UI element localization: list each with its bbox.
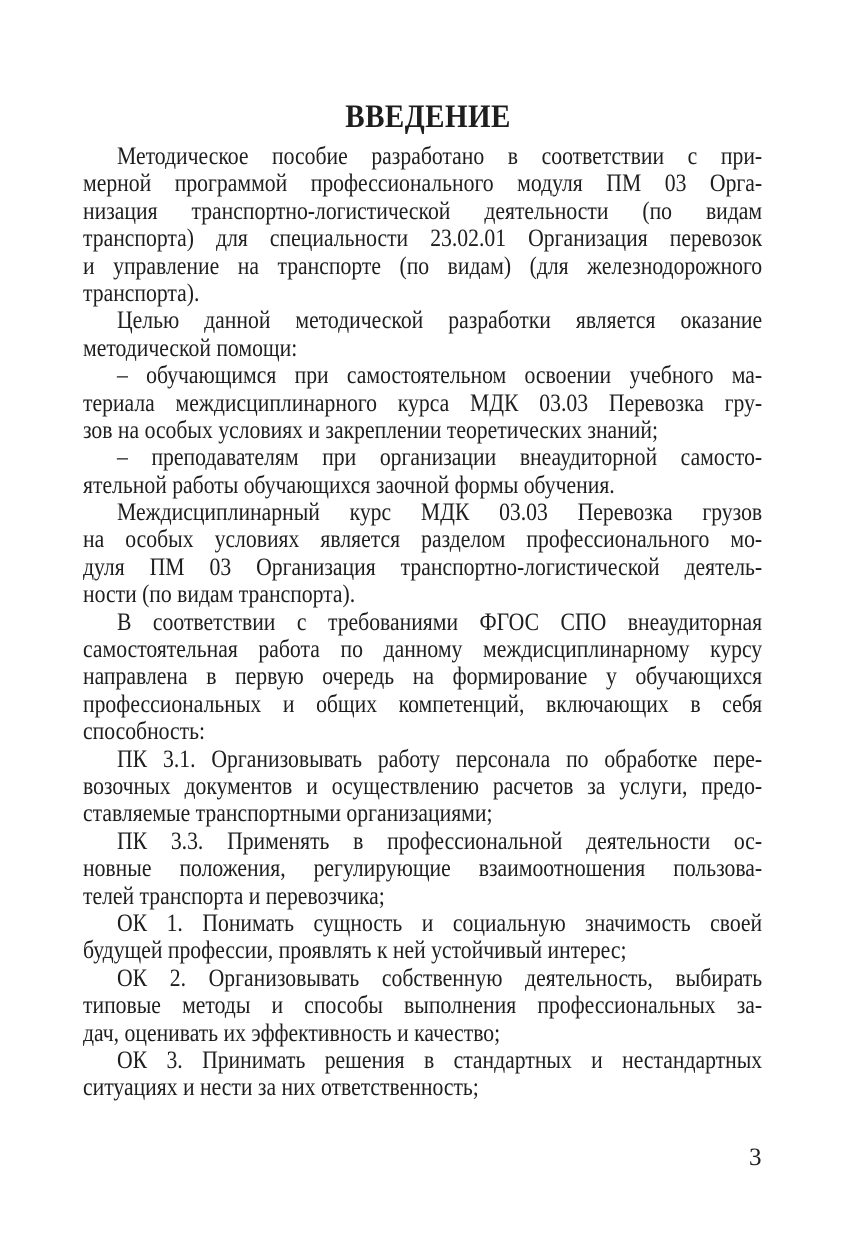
paragraph [83,361,762,443]
text-line: ОК 2. Организовывать собственную деятельность, выбирать [117,962,763,992]
text-line: – преподавателям при организации внеаудиторной самосто- [117,442,763,472]
text-line: ПК 3.3. Применять в профессиональной деятельности ос- [117,825,763,855]
text-line: самостоятельная работа по данному междисциплинарному курсу [83,634,763,664]
text-line: мерной программой профессионального модуля ПМ 03 Орга- [83,168,763,198]
paragraph [83,827,762,909]
text-line: Методическое пособие разработано в соответствии с при- [117,141,763,170]
text-line: Междисциплинарный курс МДК 03.03 Перевозка грузов [117,497,763,527]
paragraph [83,142,762,306]
paragraph [83,745,762,827]
paragraph [83,498,762,608]
text-line: ОК 3. Принимать решения в стандартных и нестандартных [117,1044,763,1074]
paragraph [83,1046,762,1101]
text-line: зов на особых условиях и закреплении теоретических знаний; [83,414,658,444]
page-title-text: ВВЕДЕНИЕ [345,99,512,135]
text-line: транспорта). [83,277,200,307]
text-line: ОК 1. Понимать сущность и социальную значимость своей [117,907,763,937]
page-number: 3 [749,1144,762,1171]
text-line: – обучающимся при самостоятельном освоении учебного ма- [117,360,763,390]
text-line: низация транспортно-логистической деятельности (по видам [83,195,763,225]
text-line: профессиональных и общих компетенций, включающих в себя [83,688,763,718]
text-line: ситуациях и нести за них ответственность; [83,1072,479,1102]
text-line: возочных документов и осуществлению расчетов за услуги, предо- [83,770,763,800]
text-line: типовые методы и способы выполнения профессиональных за- [83,990,763,1020]
page-title [0,98,857,136]
text-line: дач, оценивать их эффективность и качество; [83,1017,501,1047]
text-line: будущей профессии, проявлять к ней устойчивый интерес; [83,935,627,965]
text-line: териала междисциплинарного курса МДК 03.03 Перевозка гру- [83,387,763,417]
text-line: ставляемые транспортными организациями; [83,798,493,828]
text-line: и управление на транспорте (по видам) (для железнодорожного [83,250,763,280]
paragraph [83,443,762,498]
document-body [83,142,762,1101]
text-line: направлена в первую очередь на формирование у обучающихся [83,661,763,691]
text-line: В соответствии с требованиями ФГОС СПО внеаудиторная [117,606,763,636]
paragraph [83,306,762,361]
text-line: ятельной работы обучающихся заочной формы обучения. [83,469,615,499]
text-line: способность: [83,716,206,746]
paragraph [83,608,762,745]
text-line: ПК 3.1. Организовывать работу персонала по обработке пере- [117,743,763,773]
text-line: на особых условиях является разделом профессионального мо- [83,524,763,554]
paragraph [83,964,762,1046]
text-line: методической помощи: [83,332,298,362]
text-line: Целью данной методической разработки является оказание [117,305,763,335]
text-line: дуля ПМ 03 Организация транспортно-логистической деятель- [83,551,763,581]
text-line: транспорта) для специальности 23.02.01 Организация перевозок [83,223,763,253]
text-line: новные положения, регулирующие взаимоотношения пользова- [83,853,763,883]
text-line: телей транспорта и перевозчика; [83,880,385,910]
text-line: ности (по видам транспорта). [83,579,356,609]
paragraph [83,909,762,964]
